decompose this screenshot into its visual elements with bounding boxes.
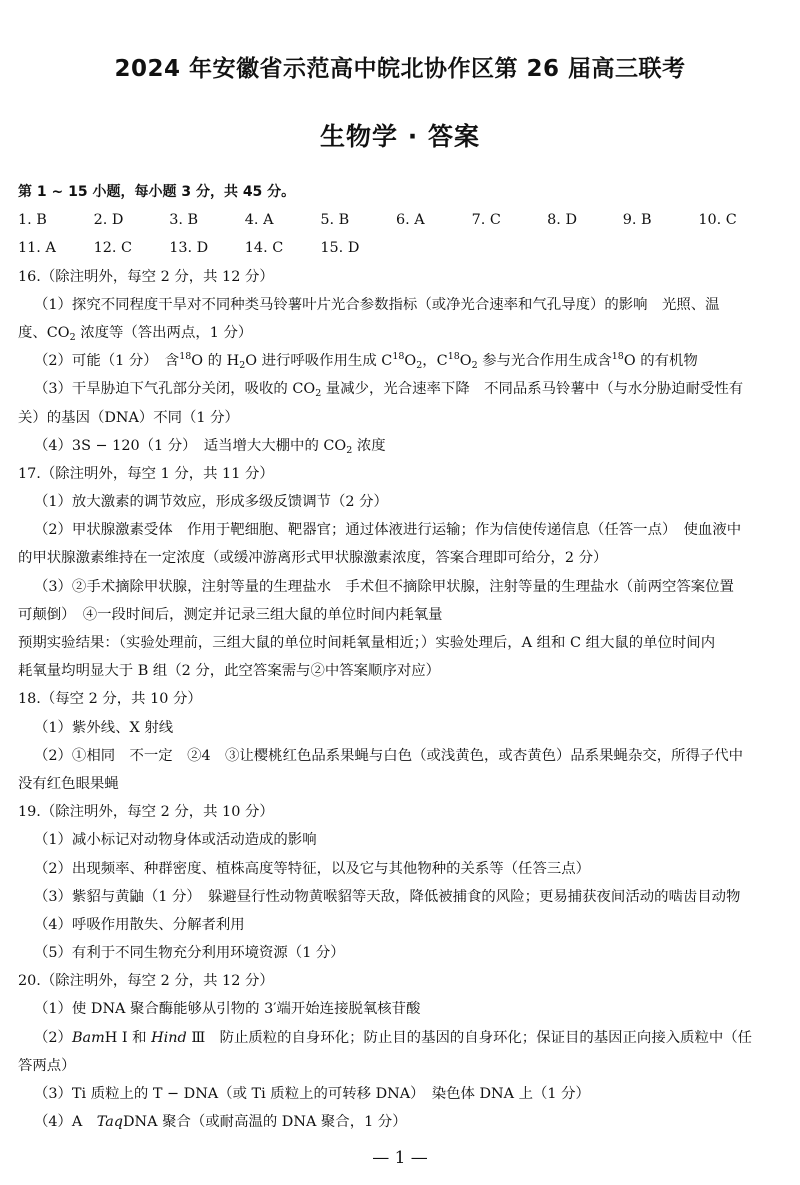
choice-answer: 11. A (18, 240, 56, 257)
q19-line: （3）紫貂与黄鼬（1 分） 躲避昼行性动物黄喉貂等天敌，降低被捕食的风险；更易捕获夜间活动的啮齿目动物 (34, 888, 741, 905)
q17-line: 可颠倒） ④一段时间后，测定并记录三组大鼠的单位时间内耗氧量 (18, 606, 443, 623)
q18-line: 没有红色眼果蝇 (18, 775, 119, 792)
q17-line: （2）甲状腺激素受体 作用于靶细胞、靶器官；通过体液进行运输；作为信使传递信息（任答一点） 使血液中 (34, 522, 742, 539)
choice-answer: 14. C (244, 240, 284, 257)
choice-intro: 第 1 ~ 15 小题，每小题 3 分，共 45 分。 (18, 184, 296, 200)
exam-title: 2024 年安徽省示范高中皖北协作区第 26 届高三联考 (114, 56, 686, 82)
q18-line: （1）紫外线、X 射线 (34, 719, 174, 736)
choice-answer: 2. D (93, 212, 124, 229)
q16-heading: 16.（除注明外，每空 2 分，共 12 分） (18, 268, 274, 285)
q20-line: （4）A TaqDNA 聚合（或耐高温的 DNA 聚合，1 分） (34, 1114, 407, 1131)
q20-line: （1）使 DNA 聚合酶能够从引物的 3′端开始连接脱氧核苷酸 (34, 1001, 421, 1018)
choice-answer: 8. D (547, 212, 577, 229)
choice-row-2 (18, 234, 788, 262)
q19-heading: 19.（除注明外，每空 2 分，共 10 分） (18, 804, 274, 821)
q16-line: （3）干旱胁迫下气孔部分关闭，吸收的 $CO_2$ 量减少，光合速率下降 不同品系马铃薯中（与水分胁迫耐受性有 (34, 381, 744, 400)
q17-line: 耗氧量均明显大于 B 组（2 分，此空答案需与②中答案顺序对应） (18, 663, 441, 680)
q17-line: （1）放大激素的调节效应，形成多级反馈调节（2 分） (34, 494, 388, 511)
choice-row-1 (18, 206, 788, 234)
choice-answer: 10. C (698, 212, 737, 229)
q17-heading: 17.（除注明外，每空 1 分，共 11 分） (18, 465, 274, 482)
q20-line: （3）Ti 质粒上的 T − DNA（或 Ti 质粒上的可转移 DNA） 染色体 DNA 上（1 分） (34, 1086, 590, 1102)
choice-answer: 12. C (93, 240, 133, 257)
choice-answer: 6. A (395, 212, 425, 229)
q16-line: （2）可能（1 分） 含$^{18}$O 的 $H_2O$ 进行呼吸作用生成 $C^{18}O_2$，$C^{18}O_2$ 参与光合作用生成含$^{18}$O 的有机物 (34, 351, 698, 372)
q17-line: （3）②手术摘除甲状腺，注射等量的生理盐水 手术但不摘除甲状腺，注射等量的生理盐水（前两空答案位置 (34, 578, 734, 595)
q16-line: （1）探究不同程度干旱对不同种类马铃薯叶片光合参数指标（或净光合速率和气孔导度）的影响 光照、温 (34, 296, 720, 313)
q16-line: 关）的基因（DNA）不同（1 分） (18, 409, 239, 426)
choice-answer: 5. B (320, 212, 350, 229)
q20-line: 答两点） (18, 1057, 76, 1074)
q20-heading: 20.（除注明外，每空 2 分，共 12 分） (18, 973, 274, 990)
exam-subtitle: 生物学 · 答案 (320, 122, 480, 151)
q19-line: （1）减小标记对动物身体或活动造成的影响 (34, 832, 317, 849)
q17-line: 的甲状腺激素维持在一定浓度（或缓冲游离形式甲状腺激素浓度，答案合理即可给分，2 分） (18, 550, 608, 567)
q19-line: （4）呼吸作用散失、分解者利用 (34, 916, 245, 933)
choice-answer: 13. D (169, 240, 209, 257)
choice-answer: 4. A (244, 212, 274, 229)
q17-line: 预期实验结果：（实验处理前，三组大鼠的单位时间耗氧量相近；）实验处理后，A 组和 C 组大鼠的单位时间内 (18, 635, 716, 651)
choice-answer: 9. B (622, 212, 652, 229)
choice-answer: 7. C (471, 212, 501, 229)
q20-line: （2）BamH Ⅰ 和 Hind Ⅲ 防止质粒的自身环化；防止目的基因的自身环化；保证目的基因正向接入质粒中（任 (34, 1029, 753, 1046)
choice-answer: 15. D (320, 240, 360, 257)
q16-line: 度、$CO_2$ 浓度等（答出两点，1 分） (18, 324, 253, 343)
q19-line: （5）有利于不同生物充分利用环境资源（1 分） (34, 945, 345, 962)
choice-answer: 1. B (18, 212, 47, 229)
q16-line: （4）3S − 120（1 分） 适当增大大棚中的 $CO_2$ 浓度 (34, 437, 386, 456)
choice-answer: 3. B (169, 212, 199, 229)
answer-content (18, 178, 788, 1136)
q18-line: （2）①相同 不一定 ②4 ③让樱桃红色品系果蝇与白色（或浅黄色，或杏黄色）品系果蝇杂交，所得子代中 (34, 747, 744, 764)
page-number: — 1 — (372, 1148, 428, 1168)
q19-line: （2）出现频率、种群密度、植株高度等特征，以及它与其他物种的关系等（任答三点） (34, 860, 591, 877)
q18-heading: 18.（每空 2 分，共 10 分） (18, 691, 202, 708)
